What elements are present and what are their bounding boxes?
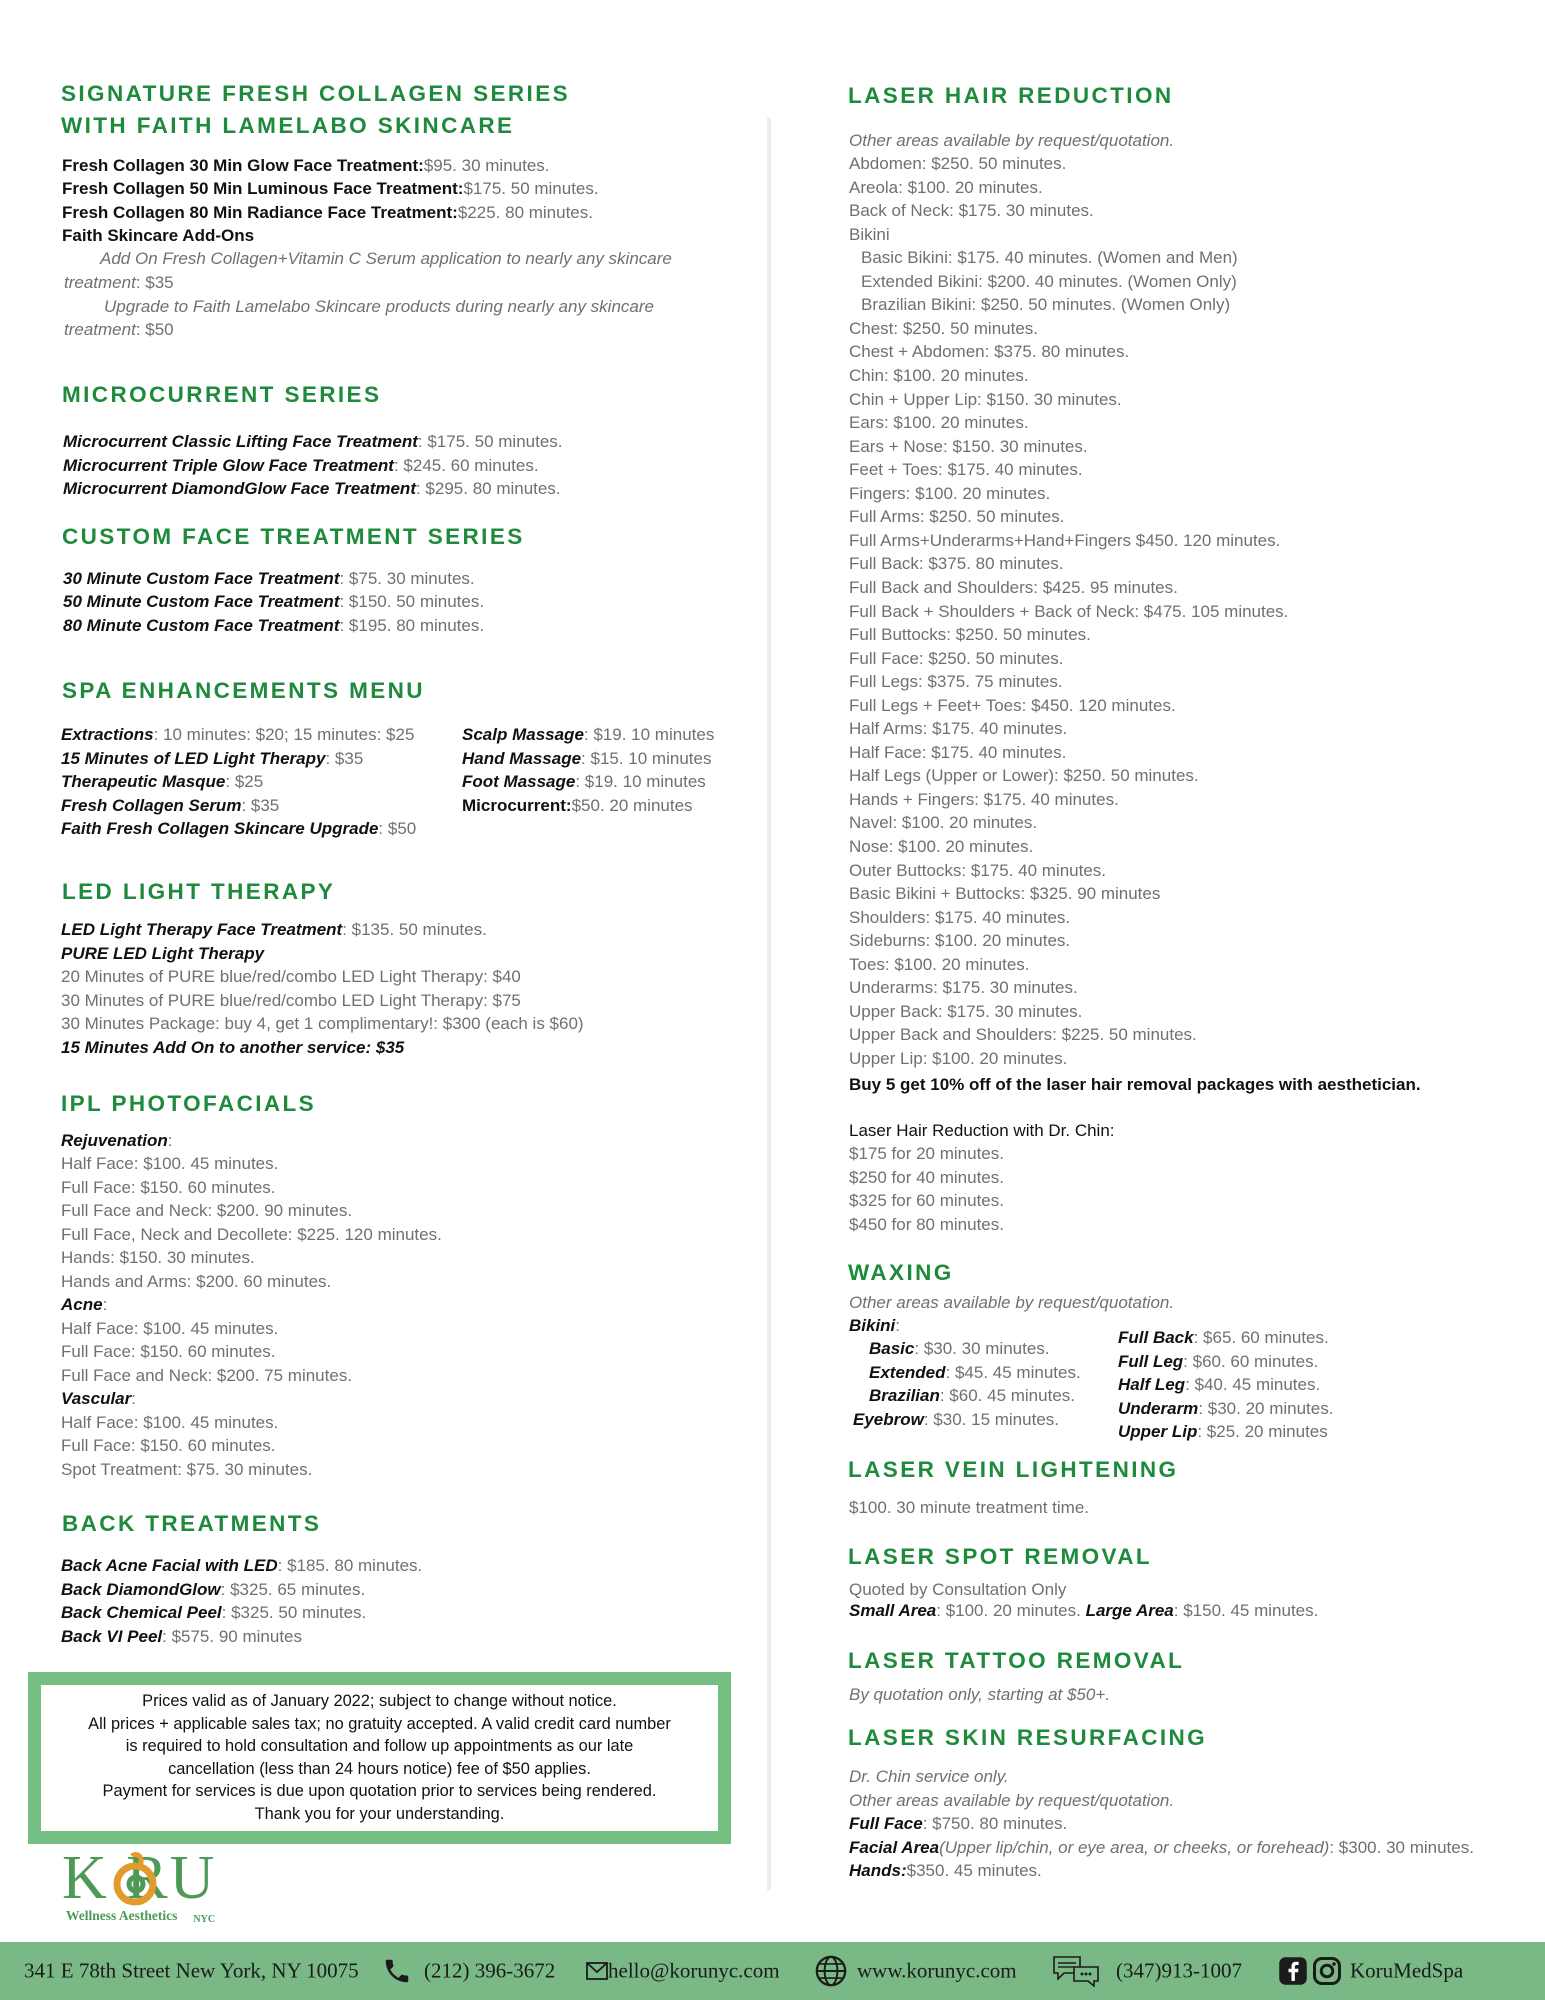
laser-hair-item: Chest + Abdomen: $375. 80 minutes. — [849, 342, 1130, 362]
ipl-line: Half Face: $100. 45 minutes. — [61, 1413, 279, 1432]
waxing-item: Full Leg: $60. 60 minutes. — [1118, 1352, 1319, 1371]
waxing-heading: WAXING — [848, 1260, 954, 1285]
spa-item: Foot Massage: $19. 10 minutes — [462, 772, 706, 791]
vein-heading: LASER VEIN LIGHTENING — [848, 1457, 1179, 1482]
collagen-item: Fresh Collagen 30 Min Glow Face Treatment:$95. 30 minutes. — [62, 156, 550, 175]
laser-hair-item: Toes: $100. 20 minutes. — [849, 954, 1030, 974]
collagen-item: Fresh Collagen 80 Min Radiance Face Treatment:$225. 80 minutes. — [62, 203, 593, 222]
led-item: LED Light Therapy Face Treatment: $135. 50 minutes. — [61, 920, 487, 939]
ipl-line: Full Face and Neck: $200. 90 minutes. — [61, 1201, 353, 1220]
logo-swirl-icon — [110, 1850, 160, 1912]
ipl-line: Hands and Arms: $200. 60 minutes. — [61, 1272, 332, 1291]
resurfacing-line: Other areas available by request/quotation. — [849, 1791, 1175, 1810]
laser-hair-item: Half Face: $175. 40 minutes. — [849, 742, 1067, 762]
laser-hair-item: Nose: $100. 20 minutes. — [849, 837, 1034, 856]
laser-hair-item: Full Arms: $250. 50 minutes. — [849, 507, 1065, 527]
email-icon — [586, 1962, 608, 1980]
laser-hair-item: Outer Buttocks: $175. 40 minutes. — [849, 860, 1107, 880]
laser-hair-item: Upper Back and Shoulders: $225. 50 minutes. — [849, 1025, 1197, 1045]
laser-hair-item: Half Arms: $175. 40 minutes. — [849, 719, 1068, 739]
spa-item: Scalp Massage: $19. 10 minutes — [462, 725, 715, 744]
laser-hair-item: Chin: $100. 20 minutes. — [849, 366, 1029, 385]
ipl-line: Full Face: $150. 60 minutes. — [61, 1342, 276, 1361]
ipl-line: Half Face: $100. 45 minutes. — [61, 1154, 279, 1173]
footer-email[interactable]: hello@korunyc.com — [608, 1958, 780, 1983]
koru-logo — [62, 1846, 292, 1926]
dr-chin-line: $325 for 60 minutes. — [849, 1191, 1004, 1210]
instagram-icon[interactable] — [1312, 1956, 1342, 1986]
spa-item: Therapeutic Masque: $25 — [61, 772, 264, 791]
resurfacing-item: Hands:$350. 45 minutes. — [849, 1861, 1042, 1880]
laser-hair-item: Brazilian Bikini: $250. 50 minutes. (Women Only) — [861, 295, 1231, 315]
waxing-bikini-title: Bikini: — [849, 1316, 901, 1335]
laser-hair-item: Areola: $100. 20 minutes. — [849, 177, 1043, 197]
dr-chin-title: Laser Hair Reduction with Dr. Chin: — [849, 1121, 1115, 1140]
notice-line: Thank you for your understanding. — [254, 1804, 505, 1823]
waxing-item: Upper Lip: $25. 20 minutes — [1118, 1422, 1328, 1441]
ipl-line: Hands: $150. 30 minutes. — [61, 1248, 255, 1267]
laser-hair-item: Chest: $250. 50 minutes. — [849, 318, 1039, 338]
waxing-item: Full Back: $65. 60 minutes. — [1118, 1328, 1329, 1347]
addon-line: Upgrade to Faith Lamelabo Skincare products during nearly any skincare — [104, 297, 654, 316]
resurfacing-line: Dr. Chin service only. — [849, 1767, 1009, 1786]
ipl-line: Full Face, Neck and Decollete: $225. 120 minutes. — [61, 1225, 442, 1244]
pricing-notice — [28, 1672, 731, 1844]
laser-hair-item: Hands + Fingers: $175. 40 minutes. — [849, 789, 1119, 809]
logo-tagline: Wellness Aesthetics NYC — [66, 1908, 216, 1925]
spa-item: 15 Minutes of LED Light Therapy: $35 — [61, 749, 364, 768]
dr-chin-line: $250 for 40 minutes. — [849, 1168, 1004, 1187]
waxing-item: Basic: $30. 30 minutes. — [869, 1339, 1050, 1358]
spa-item: Fresh Collagen Serum: $35 — [61, 796, 280, 815]
led-addon: 15 Minutes Add On to another service: $35 — [61, 1038, 405, 1057]
back-item: Back Acne Facial with LED: $185. 80 minutes. — [61, 1556, 423, 1575]
waxing-note: Other areas available by request/quotation. — [849, 1293, 1175, 1312]
vein-line: $100. 30 minute treatment time. — [849, 1498, 1090, 1517]
footer-text-phone[interactable]: (347)913-1007 — [1116, 1958, 1242, 1983]
laser-hair-item: Full Buttocks: $250. 50 minutes. — [849, 625, 1091, 644]
collagen-heading-line2: WITH FAITH LAMELABO SKINCARE — [61, 113, 515, 138]
laser-hair-item: Upper Lip: $100. 20 minutes. — [849, 1048, 1068, 1068]
laser-hair-item: Full Face: $250. 50 minutes. — [849, 648, 1064, 668]
custom-heading: CUSTOM FACE TREATMENT SERIES — [62, 524, 525, 549]
laser-hair-item: Feet + Toes: $175. 40 minutes. — [849, 460, 1083, 480]
spot-line: Quoted by Consultation Only — [849, 1580, 1067, 1599]
laser-hair-item: Underarms: $175. 30 minutes. — [849, 978, 1078, 998]
laser-hair-note: Other areas available by request/quotation. — [849, 131, 1175, 150]
custom-item: 50 Minute Custom Face Treatment: $150. 50 minutes. — [63, 592, 485, 611]
spot-heading: LASER SPOT REMOVAL — [848, 1544, 1153, 1569]
ipl-heading: IPL PHOTOFACIALS — [61, 1091, 317, 1116]
ipl-line: Full Face: $150. 60 minutes. — [61, 1178, 276, 1197]
waxing-item: Half Leg: $40. 45 minutes. — [1118, 1375, 1321, 1394]
waxing-item: Extended: $45. 45 minutes. — [869, 1363, 1081, 1382]
microcurrent-item: Microcurrent Triple Glow Face Treatment: $245. 60 minutes. — [63, 456, 539, 475]
addons-title: Faith Skincare Add-Ons — [62, 226, 255, 245]
laser-hair-item: Bikini — [849, 224, 890, 244]
footer-social[interactable]: KoruMedSpa — [1350, 1958, 1464, 1983]
laser-hair-item: Ears: $100. 20 minutes. — [849, 413, 1029, 433]
phone-icon — [382, 1956, 412, 1986]
led-heading: LED LIGHT THERAPY — [62, 879, 336, 904]
laser-hair-item: Ears + Nose: $150. 30 minutes. — [849, 436, 1088, 456]
laser-hair-item: Half Legs (Upper or Lower): $250. 50 minutes. — [849, 766, 1199, 786]
spa-item: Hand Massage: $15. 10 minutes — [462, 749, 712, 768]
notice-line: All prices + applicable sales tax; no gratuity accepted. A valid credit card number — [88, 1714, 671, 1733]
notice-line: is required to hold consultation and follow up appointments as our late — [125, 1737, 634, 1756]
ipl-line: Full Face and Neck: $200. 75 minutes. — [61, 1366, 353, 1385]
laser-hair-promo: Buy 5 get 10% off of the laser hair removal packages with aesthetician. — [849, 1075, 1421, 1094]
laser-hair-item: Navel: $100. 20 minutes. — [849, 813, 1038, 833]
facebook-icon[interactable] — [1278, 1956, 1308, 1986]
logo-wordmark: K RU — [62, 1844, 217, 1912]
waxing-item: Eyebrow: $30. 15 minutes. — [853, 1410, 1059, 1429]
laser-hair-item: Full Arms+Underarms+Hand+Fingers $450. 120 minutes. — [849, 530, 1281, 550]
led-line: 30 Minutes of PURE blue/red/combo LED Light Therapy: $75 — [61, 991, 521, 1010]
footer-address: 341 E 78th Street New York, NY 10075 — [24, 1958, 359, 1983]
footer-phone[interactable]: (212) 396-3672 — [424, 1958, 556, 1983]
notice-line: cancellation (less than 24 hours notice) fee of $50 applies. — [168, 1759, 591, 1778]
notice-line: Payment for services is due upon quotation prior to services being rendered. — [102, 1782, 657, 1801]
waxing-item: Brazilian: $60. 45 minutes. — [869, 1386, 1075, 1405]
laser-hair-item: Full Back: $375. 80 minutes. — [849, 554, 1064, 574]
spa-heading: SPA ENHANCEMENTS MENU — [62, 678, 425, 703]
resurfacing-item: Full Face: $750. 80 minutes. — [849, 1814, 1068, 1833]
resurfacing-item: Facial Area(Upper lip/chin, or eye area, or cheeks, or forehead): $300. 30 minutes. — [849, 1838, 1474, 1857]
dr-chin-line: $450 for 80 minutes. — [849, 1215, 1004, 1234]
microcurrent-heading: MICROCURRENT SERIES — [62, 382, 382, 407]
laser-hair-item: Shoulders: $175. 40 minutes. — [849, 907, 1071, 927]
microcurrent-item: Microcurrent Classic Lifting Face Treatment: $175. 50 minutes. — [63, 432, 563, 451]
spa-item: Faith Fresh Collagen Skincare Upgrade: $50 — [61, 819, 417, 838]
column-divider — [767, 118, 771, 1890]
ipl-line: Full Face: $150. 60 minutes. — [61, 1436, 276, 1455]
spa-item: Microcurrent:$50. 20 minutes — [462, 796, 693, 815]
addon-line: Add On Fresh Collagen+Vitamin C Serum application to nearly any skincare — [100, 249, 672, 268]
dr-chin-line: $175 for 20 minutes. — [849, 1144, 1004, 1163]
spa-item: Extractions: 10 minutes: $20; 15 minutes: $25 — [61, 725, 415, 744]
back-item: Back Chemical Peel: $325. 50 minutes. — [61, 1603, 367, 1622]
collagen-item: Fresh Collagen 50 Min Luminous Face Treatment:$175. 50 minutes. — [62, 179, 599, 198]
laser-hair-heading: LASER HAIR REDUCTION — [848, 83, 1174, 108]
footer-website[interactable]: www.korunyc.com — [857, 1958, 1017, 1983]
waxing-item: Underarm: $30. 20 minutes. — [1118, 1399, 1334, 1418]
addon-line: treatment: $35 — [64, 273, 174, 292]
ipl-line: Half Face: $100. 45 minutes. — [61, 1319, 279, 1338]
microcurrent-item: Microcurrent DiamondGlow Face Treatment: $295. 80 minutes. — [63, 479, 561, 498]
chat-icon — [1052, 1955, 1102, 1987]
laser-hair-item: Full Legs + Feet+ Toes: $450. 120 minutes. — [849, 695, 1176, 715]
resurfacing-heading: LASER SKIN RESURFACING — [848, 1725, 1208, 1750]
laser-hair-item: Fingers: $100. 20 minutes. — [849, 483, 1051, 503]
collagen-heading-line1: SIGNATURE FRESH COLLAGEN SERIES — [61, 81, 571, 106]
laser-hair-item: Basic Bikini + Buttocks: $325. 90 minutes — [849, 884, 1161, 904]
spot-areas: Small Area: $100. 20 minutes. Large Area: $150. 45 minutes. — [849, 1601, 1319, 1620]
ipl-rejuvenation-title: Rejuvenation: — [61, 1131, 173, 1150]
laser-hair-item: Extended Bikini: $200. 40 minutes. (Women Only) — [861, 271, 1237, 291]
ipl-acne-title: Acne: — [61, 1295, 108, 1314]
addon-line: treatment: $50 — [64, 320, 174, 339]
laser-hair-item: Full Back + Shoulders + Back of Neck: $475. 105 minutes. — [849, 601, 1289, 621]
led-line: 20 Minutes of PURE blue/red/combo LED Light Therapy: $40 — [61, 967, 521, 986]
back-heading: BACK TREATMENTS — [62, 1511, 322, 1536]
globe-icon — [814, 1954, 848, 1988]
notice-line: Prices valid as of January 2022; subject to change without notice. — [142, 1692, 617, 1710]
ipl-vascular-title: Vascular: — [61, 1389, 136, 1408]
ipl-line: Spot Treatment: $75. 30 minutes. — [61, 1460, 313, 1479]
led-pure-title: PURE LED Light Therapy — [61, 944, 265, 963]
laser-hair-item: Full Back and Shoulders: $425. 95 minutes. — [849, 577, 1178, 597]
tattoo-line: By quotation only, starting at $50+. — [849, 1685, 1110, 1704]
laser-hair-item: Full Legs: $375. 75 minutes. — [849, 672, 1063, 692]
laser-hair-item: Abdomen: $250. 50 minutes. — [849, 154, 1067, 173]
back-item: Back VI Peel: $575. 90 minutes — [61, 1627, 302, 1646]
laser-hair-item: Back of Neck: $175. 30 minutes. — [849, 201, 1094, 221]
led-line: 30 Minutes Package: buy 4, get 1 complimentary!: $300 (each is $60) — [61, 1014, 584, 1033]
footer-bar — [0, 1942, 1545, 2000]
laser-hair-item: Sideburns: $100. 20 minutes. — [849, 931, 1071, 951]
custom-item: 30 Minute Custom Face Treatment: $75. 30 minutes. — [63, 569, 475, 588]
tattoo-heading: LASER TATTOO REMOVAL — [848, 1648, 1185, 1673]
laser-hair-item: Chin + Upper Lip: $150. 30 minutes. — [849, 389, 1122, 409]
custom-item: 80 Minute Custom Face Treatment: $195. 80 minutes. — [63, 616, 485, 635]
laser-hair-item: Basic Bikini: $175. 40 minutes. (Women and Men) — [861, 248, 1238, 268]
back-item: Back DiamondGlow: $325. 65 minutes. — [61, 1580, 366, 1599]
laser-hair-item: Upper Back: $175. 30 minutes. — [849, 1001, 1083, 1021]
